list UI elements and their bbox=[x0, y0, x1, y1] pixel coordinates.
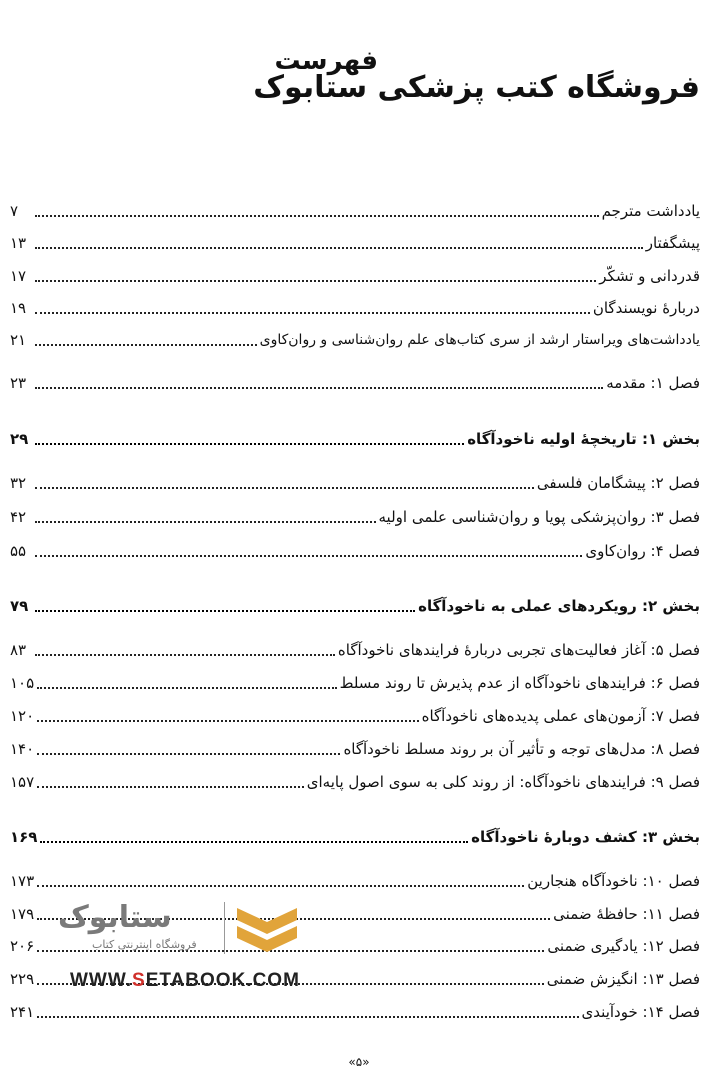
toc-entry-page: ۱۷۹ bbox=[10, 905, 35, 923]
toc-entry-label: بخش ۲: رویکردهای عملی به ناخودآگاه bbox=[418, 597, 700, 615]
toc-entry[interactable] bbox=[10, 732, 700, 760]
toc-leader-dots bbox=[37, 752, 340, 755]
toc-leader-dots bbox=[35, 520, 376, 523]
toc-leader-dots bbox=[35, 214, 599, 217]
page-number: «۵» bbox=[348, 1055, 370, 1069]
toc-section-entry[interactable] bbox=[10, 589, 700, 617]
toc-leader-dots bbox=[35, 311, 590, 314]
toc-entry[interactable] bbox=[10, 699, 700, 727]
toc-entry-page: ۱۲۰ bbox=[10, 707, 35, 725]
watermark-url-prefix: WWW. bbox=[70, 970, 133, 991]
toc-entry-page: ۲۹ bbox=[10, 430, 29, 448]
toc-entry[interactable] bbox=[10, 259, 700, 287]
toc-entry-label: فصل ۱۴: خودآیندی bbox=[581, 1003, 700, 1021]
toc-entry-label: فصل ۲: پیشگامان فلسفی bbox=[536, 474, 700, 492]
store-title: فروشگاه کتب پزشکی ستابوک bbox=[253, 70, 700, 105]
toc-entry[interactable] bbox=[10, 633, 700, 661]
toc-entry[interactable] bbox=[10, 194, 700, 222]
watermark-brand: ستابوک bbox=[58, 900, 172, 935]
toc-entry-page: ۷۹ bbox=[10, 597, 29, 615]
toc-entry-label: فصل ۱۰: ناخودآگاه هنجارین bbox=[527, 872, 700, 890]
toc-entry-page: ۲۴۱ bbox=[10, 1003, 35, 1021]
toc-entry-page: ۸۳ bbox=[10, 641, 27, 659]
toc-entry-page: ۲۲۹ bbox=[10, 970, 35, 988]
toc-leader-dots bbox=[40, 840, 468, 843]
toc-entry[interactable] bbox=[10, 366, 700, 394]
toc-entry-label: پیشگفتار bbox=[645, 234, 700, 252]
toc-entry[interactable] bbox=[10, 500, 700, 528]
toc-entry-page: ۵۵ bbox=[10, 542, 27, 560]
toc-entry-page: ۱۶۹ bbox=[10, 828, 38, 846]
toc-entry-page: ۴۲ bbox=[10, 508, 27, 526]
toc-leader-dots bbox=[35, 609, 415, 612]
toc-entry-page: ۳۲ bbox=[10, 474, 27, 492]
toc-entry-label: فصل ۳: روان‌پزشکی پویا و روان‌شناسی علمی اولیه bbox=[378, 508, 700, 526]
toc-leader-dots bbox=[35, 386, 603, 389]
toc-entry-page: ۱۷ bbox=[10, 267, 27, 285]
watermark-separator bbox=[224, 902, 225, 954]
toc-leader-dots bbox=[37, 686, 336, 689]
toc-title: فهرست bbox=[274, 46, 378, 76]
toc-leader-dots bbox=[35, 343, 257, 346]
toc-entry[interactable] bbox=[10, 226, 700, 254]
toc-entry-page: ۲۰۶ bbox=[10, 937, 35, 955]
watermark-url-rest: ETABOOK.COM bbox=[145, 970, 300, 991]
toc-entry-label: بخش ۳: کشف دوبارۀ ناخودآگاه bbox=[471, 828, 700, 846]
toc-entry-label: فصل ۴: روان‌کاوی bbox=[585, 542, 700, 560]
toc-entry-label: یادداشت‌های ویراستار ارشد از سری کتاب‌های علم روان‌شناسی و روان‌کاوی bbox=[259, 332, 700, 348]
toc-leader-dots bbox=[35, 486, 534, 489]
toc-leader-dots bbox=[35, 554, 582, 557]
toc-entry-page: ۱۷۳ bbox=[10, 872, 35, 890]
toc-section-entry[interactable] bbox=[10, 820, 700, 848]
toc-section-entry[interactable] bbox=[10, 422, 700, 450]
toc-leader-dots bbox=[37, 785, 304, 788]
toc-entry-label: فصل ۱: مقدمه bbox=[606, 374, 700, 392]
toc-entry-page: ۱۰۵ bbox=[10, 674, 35, 692]
toc-leader-dots bbox=[37, 884, 524, 887]
watermark-url-highlight: S bbox=[132, 970, 146, 991]
toc-leader-dots bbox=[35, 246, 643, 249]
toc-entry-label: فصل ۶: فرایندهای ناخودآگاه از عدم پذیرش تا روند مسلط bbox=[339, 674, 700, 692]
toc-entry-label: فصل ۱۱: حافظۀ ضمنی bbox=[553, 905, 700, 923]
toc-entry[interactable] bbox=[10, 534, 700, 562]
toc-leader-dots bbox=[37, 1015, 578, 1018]
toc-entry[interactable] bbox=[10, 995, 700, 1023]
toc-entry-page: ۷ bbox=[10, 202, 19, 220]
toc-entry-page: ۱۳ bbox=[10, 234, 27, 252]
toc-entry-label: فصل ۱۲: یادگیری ضمنی bbox=[547, 937, 700, 955]
toc-entry-label: دربارۀ نویسندگان bbox=[592, 299, 700, 317]
toc-entry-label: قدردانی و تشکّر bbox=[599, 267, 700, 285]
toc-entry-label: فصل ۹: فرایندهای ناخودآگاه: از روند کلی به سوی اصول پایه‌ای bbox=[306, 773, 700, 791]
toc-entry-page: ۲۳ bbox=[10, 374, 27, 392]
toc-entry[interactable] bbox=[10, 765, 700, 793]
toc-entry-label: فصل ۱۳: انگیزش ضمنی bbox=[546, 970, 700, 988]
toc-entry-page: ۱۵۷ bbox=[10, 773, 35, 791]
toc-entry-label: فصل ۸: مدل‌های توجه و تأثیر آن بر روند مسلط ناخودآگاه bbox=[343, 740, 700, 758]
watermark-subtitle: فروشگاه اینترنتی کتاب bbox=[92, 938, 197, 951]
toc-entry-label: فصل ۷: آزمون‌های عملی پدیده‌های ناخودآگاه bbox=[421, 707, 700, 725]
watermark-url[interactable] bbox=[70, 970, 300, 992]
toc-leader-dots bbox=[35, 442, 464, 445]
toc-entry-page: ۱۹ bbox=[10, 299, 27, 317]
toc-entry[interactable] bbox=[10, 466, 700, 494]
setabook-logo-icon bbox=[232, 900, 302, 960]
toc-entry-page: ۲۱ bbox=[10, 331, 27, 349]
toc-entry[interactable] bbox=[10, 323, 700, 351]
toc-entry-label: بخش ۱: تاریخچۀ اولیه ناخودآگاه bbox=[467, 430, 700, 448]
toc-leader-dots bbox=[37, 719, 418, 722]
toc-entry-page: ۱۴۰ bbox=[10, 740, 35, 758]
toc-entry[interactable] bbox=[10, 666, 700, 694]
toc-entry[interactable] bbox=[10, 291, 700, 319]
toc-leader-dots bbox=[35, 653, 335, 656]
toc-leader-dots bbox=[35, 279, 596, 282]
toc-entry-label: فصل ۵: آغاز فعالیت‌های تجربی دربارۀ فرایندهای ناخودآگاه bbox=[337, 641, 700, 659]
toc-entry-label: یادداشت مترجم bbox=[601, 202, 700, 220]
toc-entry[interactable] bbox=[10, 864, 700, 892]
